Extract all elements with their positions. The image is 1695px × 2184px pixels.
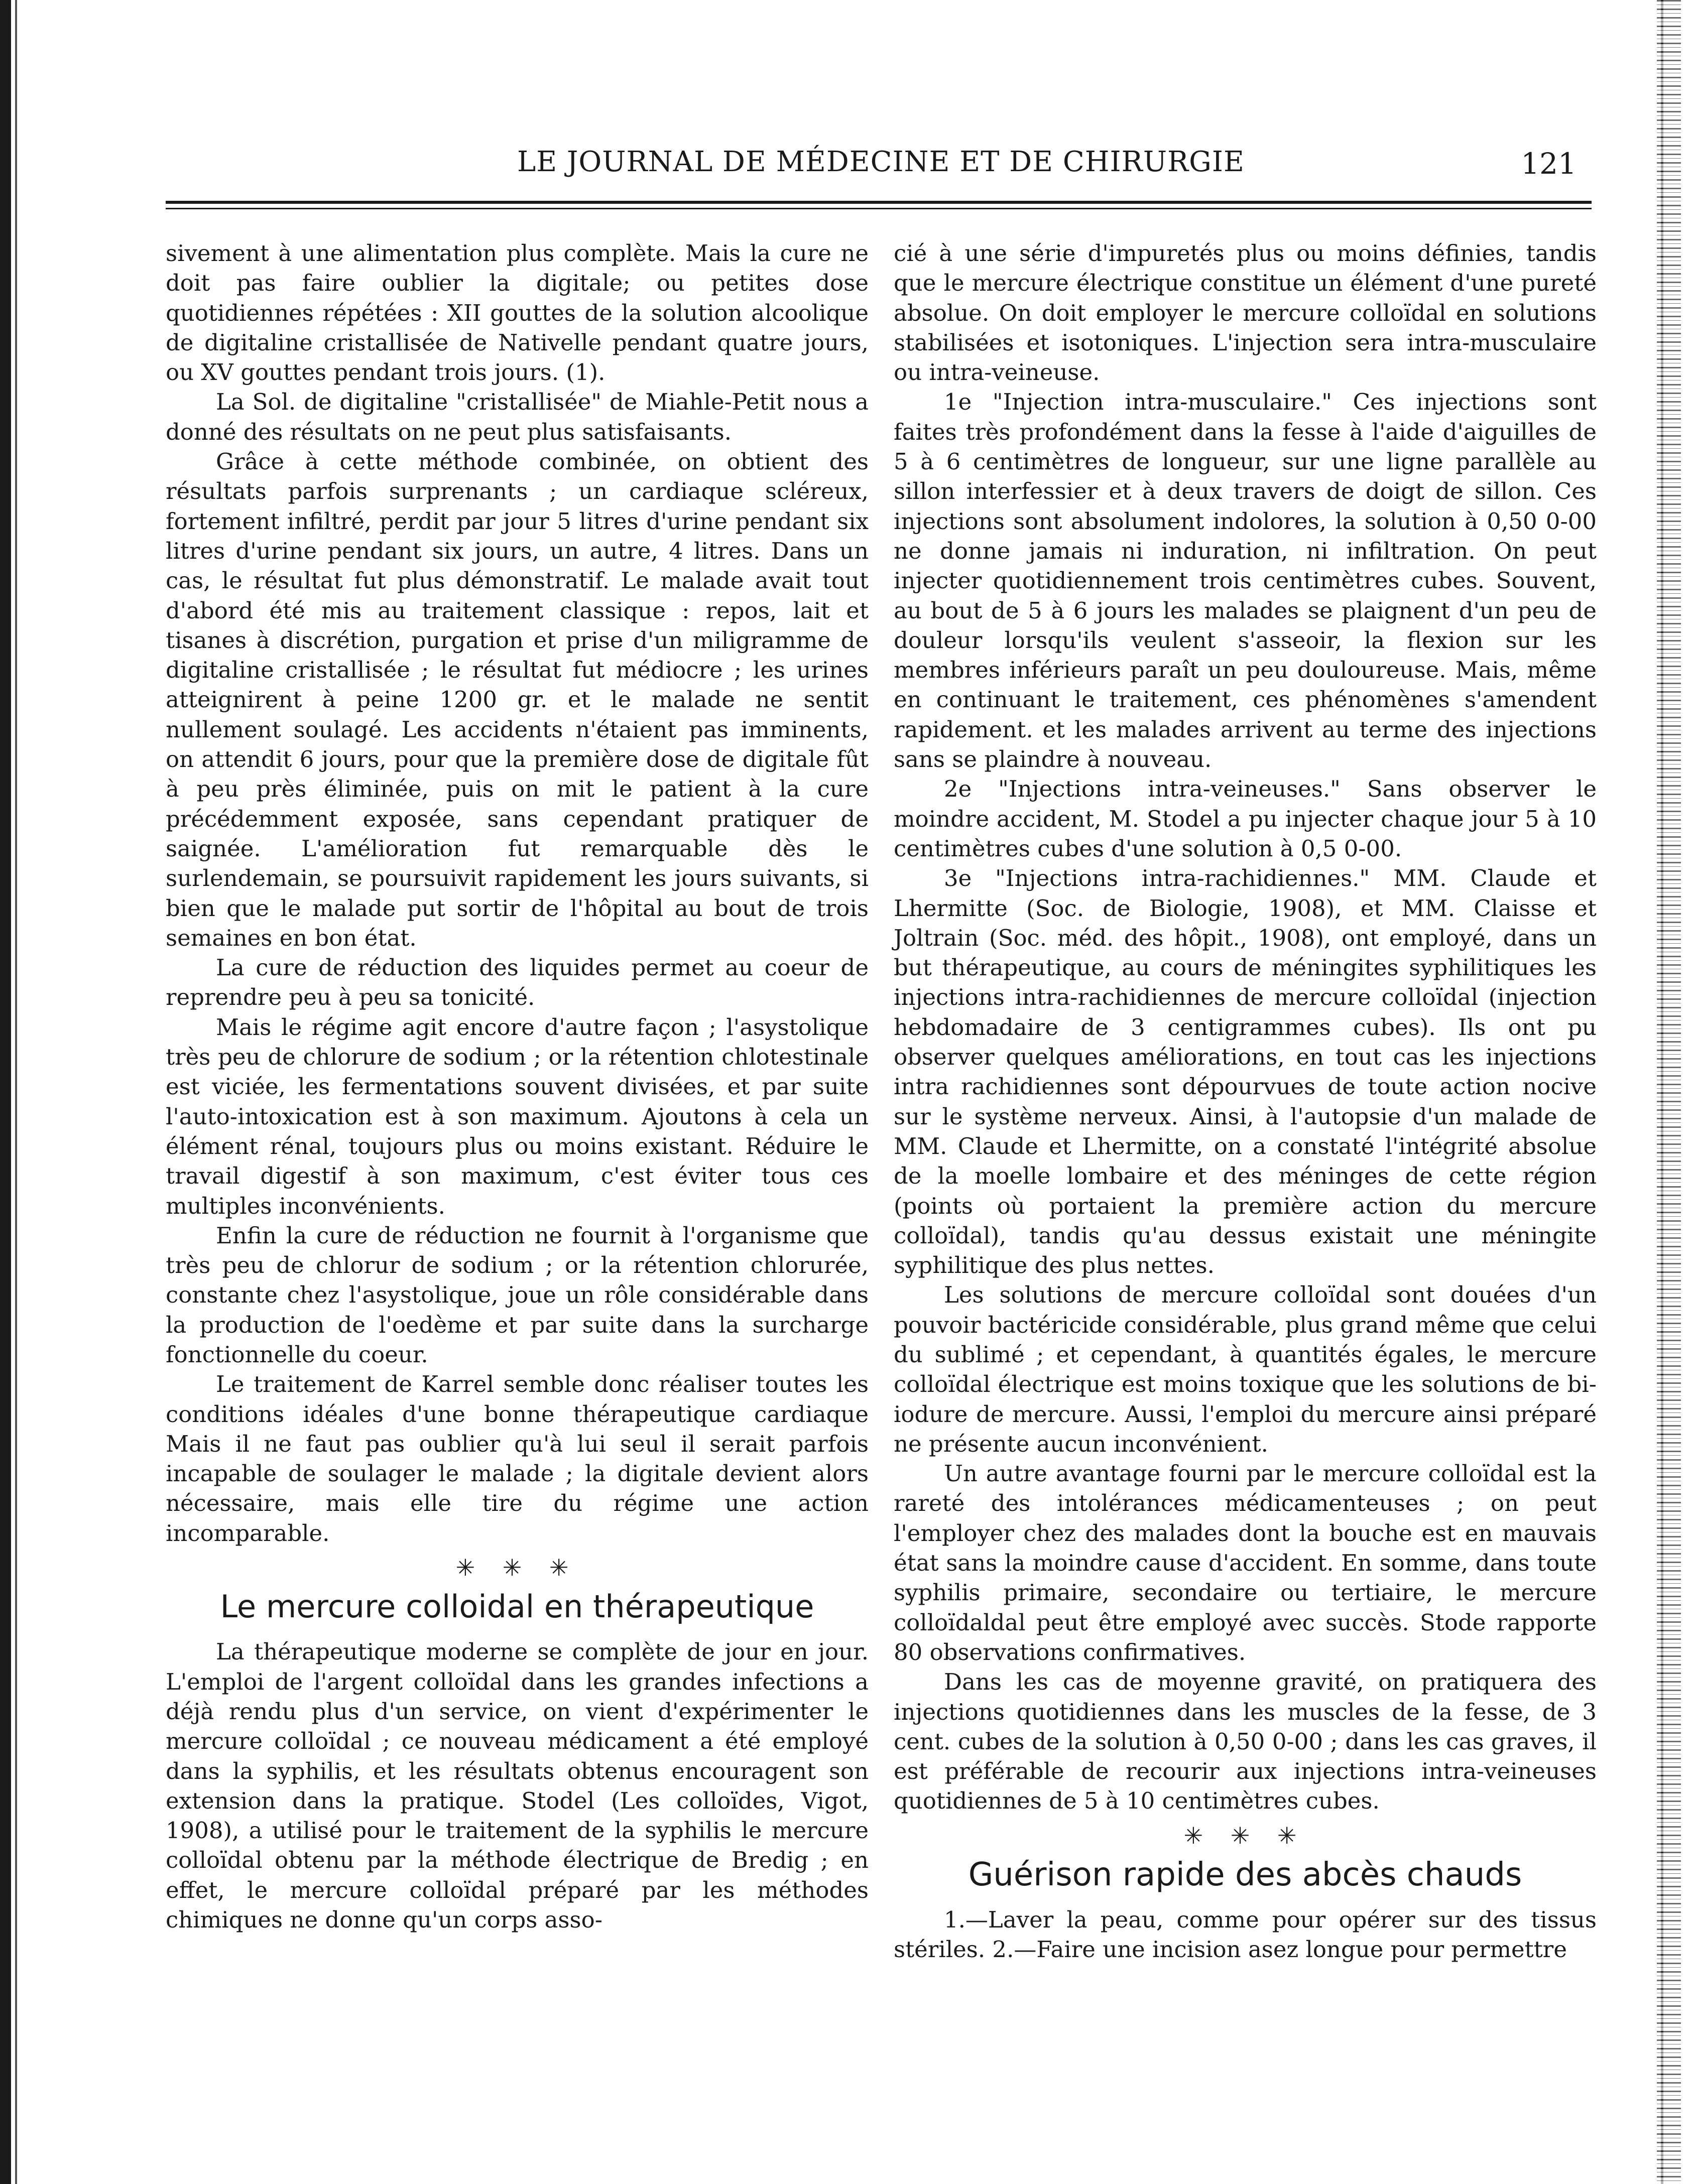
paragraph: sivement à une alimentation plus complète. Mais la cure ne doit pas faire oublier la digitale; ou petites dose quotidiennes répétées : XII gouttes de la solution alcoolique de digitaline cristallisée de Nativelle pendant quatre jours, ou XV gouttes pendant trois jours. (1). [166,240,869,386]
header-rule [166,201,1592,204]
paragraph: Enfin la cure de réduction ne fournit à l'organisme que très peu de chlorur de sodium ; or la rétention chlorurée, constante chez l'asystolique, joue un rôle considérable dans la production de l'oedème et par suite dans la surcharge fonctionnelle du coeur. [166,1222,869,1368]
paragraph: La cure de réduction des liquides permet au coeur de reprendre peu à peu sa tonicité. [166,954,869,1011]
paragraph: Dans les cas de moyenne gravité, on pratiquera des injections quotidiennes dans les muscles de la fesse, de 3 cent. cubes de la solution à 0,50 0-00 ; dans les cas graves, il est préférable de recourir aux injections intra-veineuses quotidiennes de 5 à 10 centimètres cubes. [894,1668,1597,1815]
paragraph: 1.—Laver la peau, comme pour opérer sur des tissus stériles. 2.—Faire une incision asez longue pour permettre [894,1906,1597,1963]
running-title: LE JOURNAL DE MÉDECINE ET DE CHIRURGIE [517,146,1245,178]
paragraph: Les solutions de mercure colloïdal sont douées d'un pouvoir bactéricide considérable, plus grand même que celui du sublimé ; et cependant, à quantités égales, le mercure colloïdal électrique est moins toxique que les solutions de bi-iodure de mercure. Aussi, l'emploi du mercure ainsi préparé ne présente aucun inconvénient. [894,1281,1597,1457]
section-title: Le mercure colloidal en thérapeutique [220,1588,814,1625]
paragraph: La Sol. de digitaline "cristallisée" de Miahle-Petit nous a donné des résultats on ne peut plus satisfaisants. [166,389,869,445]
binding-edge [0,0,11,2184]
paragraph: 3e "Injections intra-rachidiennes." MM. Claude et Lhermitte (Soc. de Biologie, 1908), et MM. Claisse et Joltrain (Soc. méd. des hôpit., 1908), ont employé, dans un but thérapeutique, au cours de méningites syphilitiques les injections intra-rachidiennes de mercure colloïdal (injection hebdomadaire de 3 centigrammes cubes). Ils ont pu observer quelques améliorations, en tout cas les injections intra rachidiennes sont dépourvues de toute action nocive sur le système nerveux. Ainsi, à l'autopsie d'un malade de MM. Claude et Lhermitte, on a constaté l'intégrité absolue de la moelle lombaire et des méninges de cette région (points où portaient la première action du mercure colloïdal), tandis qu'au dessus existait une méningite syphilitique des plus nettes. [894,865,1597,1279]
binding-edge-line [15,0,17,2184]
section-separator: ✳ ✳ ✳ [1183,1822,1307,1849]
paragraph: Mais le régime agit encore d'autre façon ; l'asystolique très peu de chlorure de sodium ; or la rétention chlotestinale est viciée, les fermentations souvent divisées, et par suite l'auto-intoxication est à son maximum. Ajoutons à cela un élément rénal, toujours plus ou moins existant. Réduire le travail digestif à son maximum, c'est éviter tous ces multiples inconvénients. [166,1013,869,1219]
page-edge-noise [1657,0,1681,2184]
paragraph: Le traitement de Karrel semble donc réaliser toutes les conditions idéales d'une bonne thérapeutique cardiaque Mais il ne faut pas oublier qu'à lui seul il serait parfois incapable de soulager le malade ; la digitale devient alors nécessaire, mais elle tire du régime une action incomparable. [166,1371,869,1547]
paragraph: 2e "Injections intra-veineuses." Sans observer le moindre accident, M. Stodel a pu injecter chaque jour 5 à 10 centimètres cubes d'une solution à 0,5 0-00. [894,776,1597,862]
section-separator: ✳ ✳ ✳ [455,1554,579,1582]
paragraph: La thérapeutique moderne se complète de jour en jour. L'emploi de l'argent colloïdal dans les grandes infections a déjà rendu plus d'un service, on vient d'expérimenter le mercure colloïdal ; ce nouveau médicament a été employé dans la syphilis, et les résultats obtenus encouragent son extension dans la pratique. Stodel (Les colloïdes, Vigot, 1908), a utilisé pour le traitement de la syphilis le mercure colloïdal obtenu par la méthode électrique de Bredig ; en effet, le mercure colloïdal préparé par les méthodes chimiques ne donne qu'un corps asso- [166,1638,869,1934]
paragraph: 1e "Injection intra-musculaire." Ces injections sont faites très profondément dans la fesse à l'aide d'aiguilles de 5 à 6 centimètres de longueur, sur une ligne parallèle au sillon interfessier et à deux travers de doigt de sillon. Ces injections sont absolument indolores, la solution à 0,50 0-00 ne donne jamais ni induration, ni infiltration. On peut injecter quotidiennement trois centimètres cubes. Souvent, au bout de 5 à 6 jours les malades se plaignent d'un peu de douleur lorsqu'ils veulent s'asseoir, la flexion sur les membres inférieurs paraît un peu douloureuse. Mais, même en continuant le traitement, ces phénomènes s'amendent rapidement. et les malades arrivent au terme des injections sans se plaindre à nouveau. [894,389,1597,773]
paragraph: Un autre avantage fourni par le mercure colloïdal est la rareté des intolérances médicamenteuses ; on peut l'employer chez des malades dont la bouche est en mauvais état sans la moindre cause d'accident. En somme, dans toute syphilis primaire, secondaire ou tertiaire, le mercure colloïdaldal peut être employé avec succès. Stode rapporte 80 observations confirmatives. [894,1460,1597,1665]
section-title: Guérison rapide des abcès chauds [968,1856,1522,1894]
left-column [166,238,869,1935]
paragraph: Grâce à cette méthode combinée, on obtient des résultats parfois surprenants ; un cardiaque scléreux, fortement infiltré, perdit par jour 5 litres d'urine pendant six litres d'urine pendant six jours, un autre, 4 litres. Dans un cas, le résultat fut plus démonstratif. Le malade avait tout d'abord été mis au traitement classique : repos, lait et tisanes à discrétion, purgation et prise d'un miligramme de digitaline cristallisée ; le résultat fut médiocre ; les urines atteignirent à peine 1200 gr. et le malade ne sentit nullement soulagé. Les accidents n'étaient pas imminents, on attendit 6 jours, pour que la première dose de digitale fût à peu près éliminée, puis on mit le patient à la cure précédemment exposée, sans cependant pratiquer de saignée. L'amélioration fut remarquable dès le surlendemain, se poursuivit rapidement les jours suivants, si bien que le malade put sortir de l'hôpital au bout de trois semaines en bon état. [166,448,869,951]
right-column [894,238,1597,1965]
page-number: 121 [1521,147,1577,181]
paragraph: cié à une série d'impuretés plus ou moins définies, tandis que le mercure électrique constitue un élément d'une pureté absolue. On doit employer le mercure colloïdal en solutions stabilisées et isotoniques. L'injection sera intra-musculaire ou intra-veineuse. [894,240,1597,386]
page-header [166,136,1592,191]
header-rule-thin [166,208,1592,209]
